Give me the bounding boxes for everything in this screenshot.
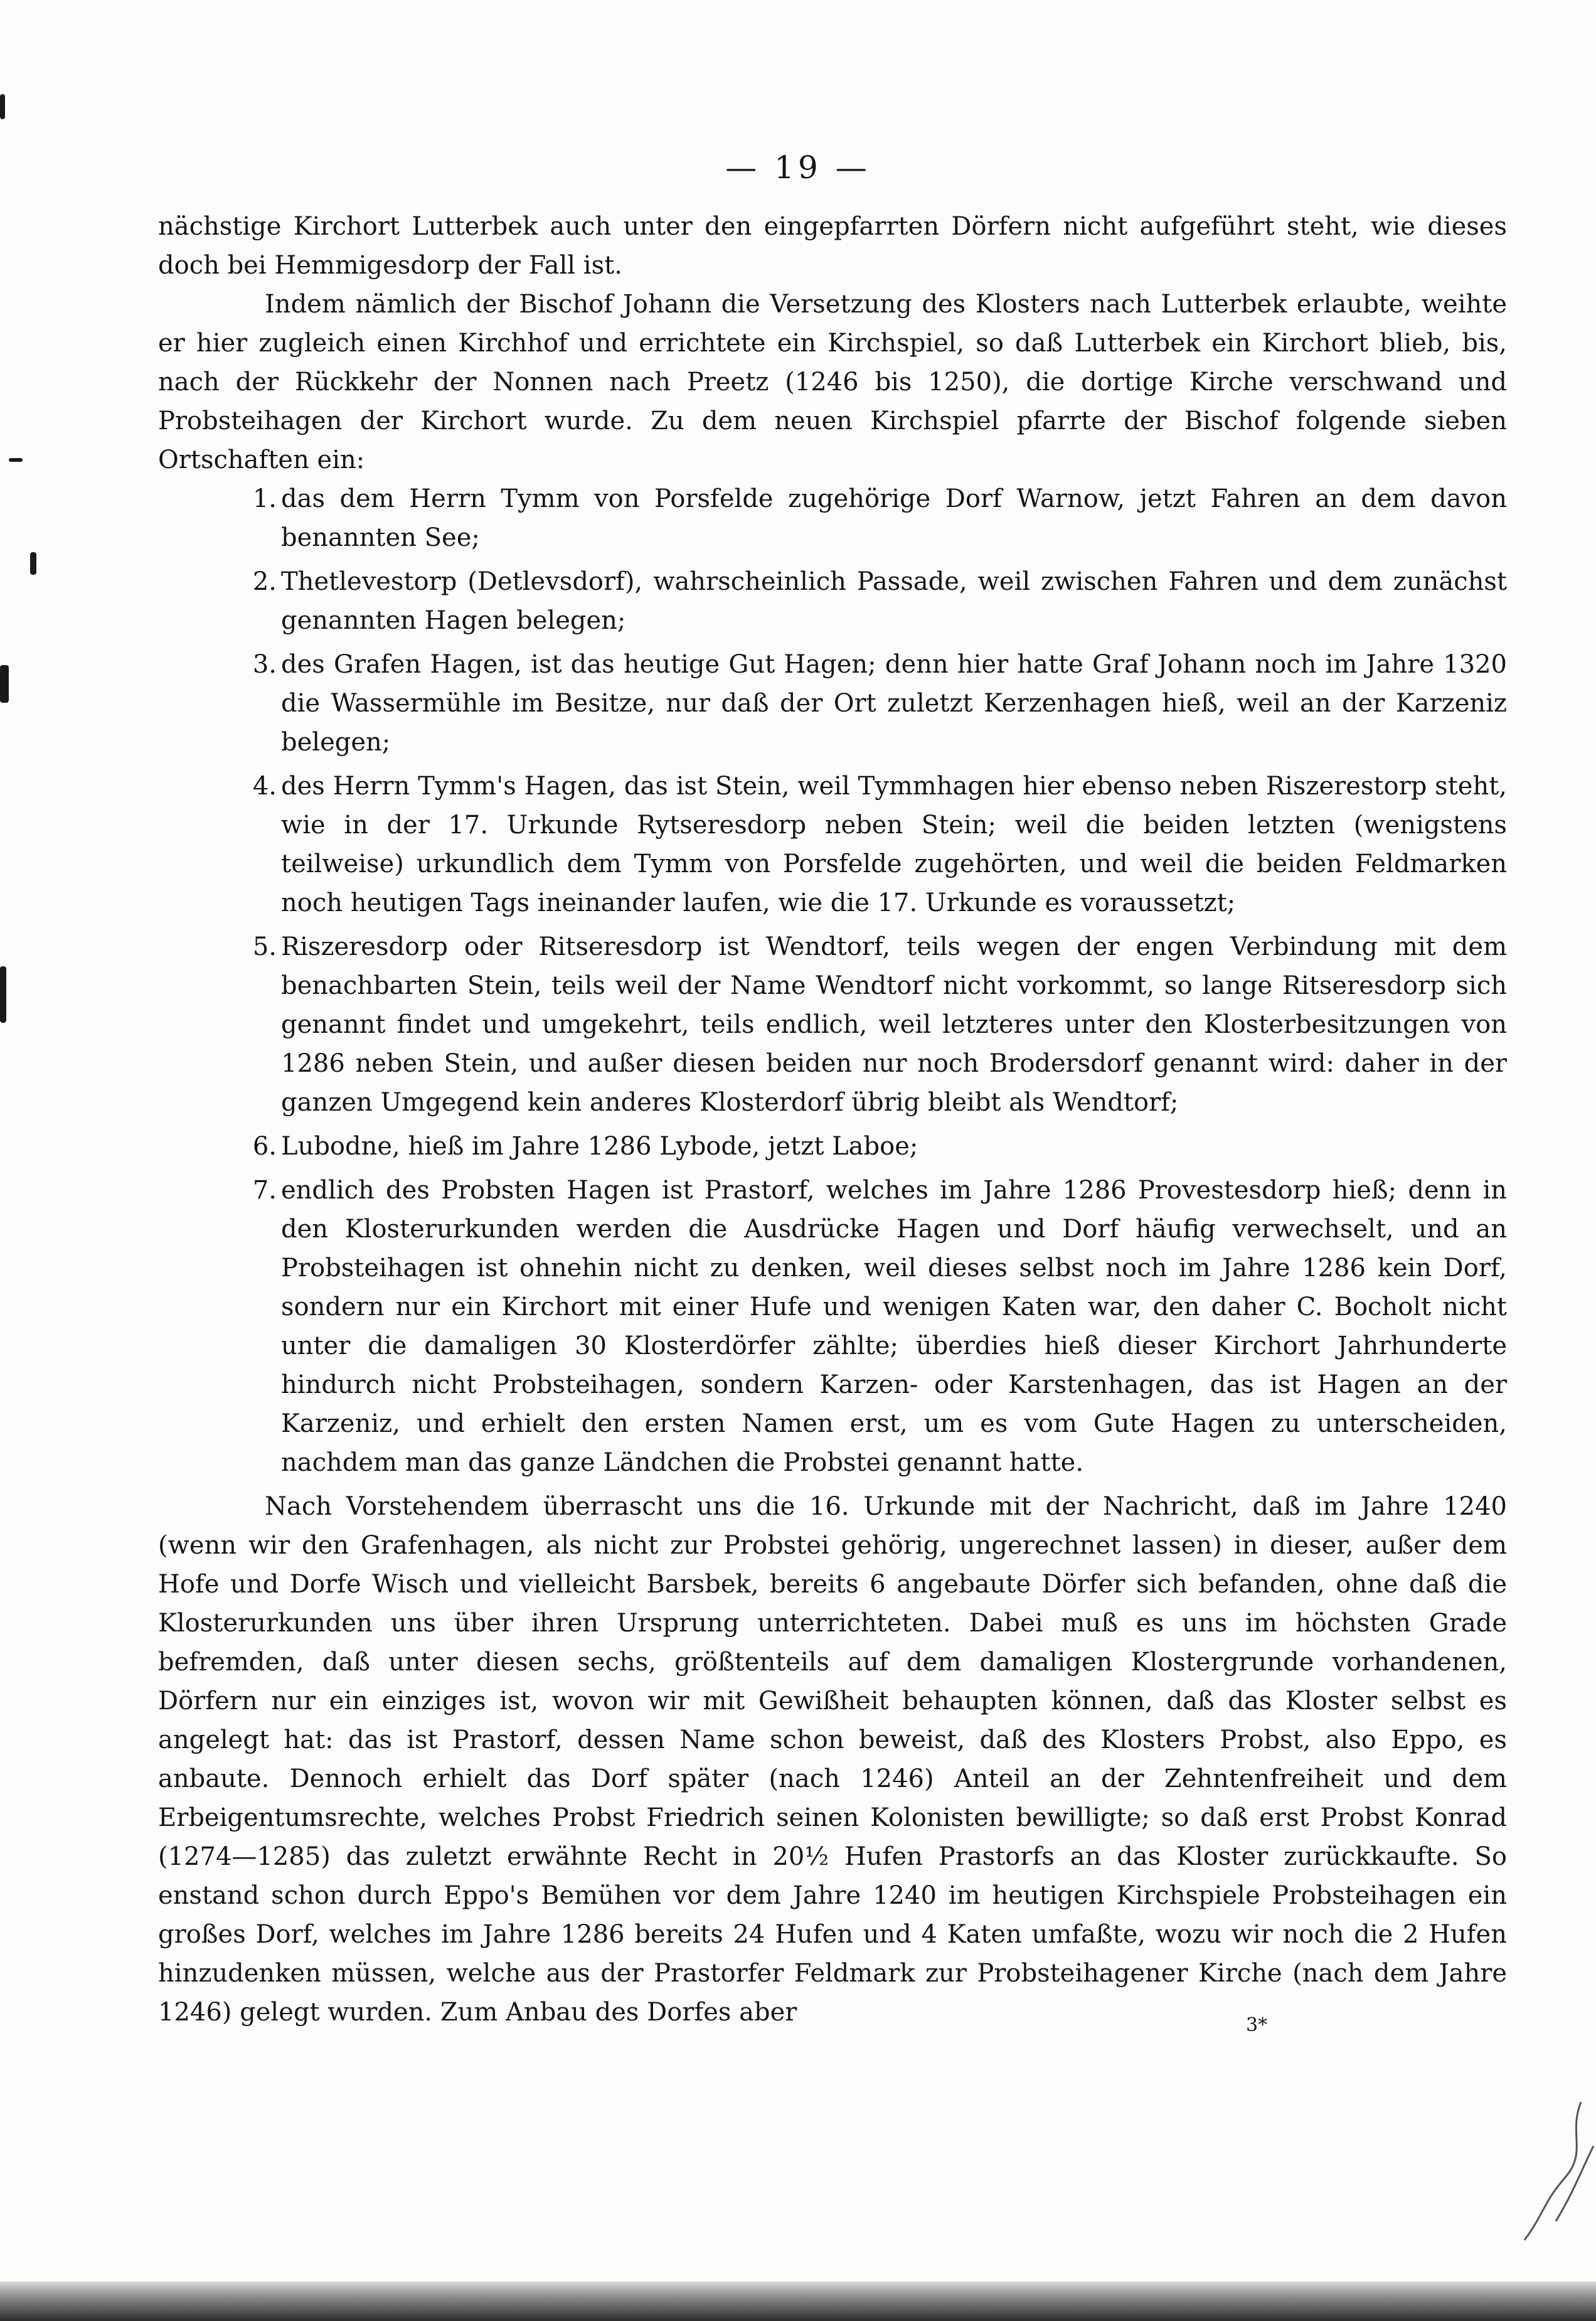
paragraph-urkunde: Nach Vorstehendem überrascht uns die 16. Urkunde mit der Nachricht, daß im Jahre 1240 (wenn wir den Grafenhagen, als nicht zur Probstei gehörig, ungerechnet lassen) in dieser, außer dem Hofe und Dorfe Wisch und vielleicht Barsbek, bereits 6 angebaute Dörfer sich befanden, ohne daß die Klosterurkunden uns über ihren Ursprung unterrichteten. Dabei muß es uns im höchsten Grade befremden, daß unter diesen sechs, größtenteils auf dem damaligen Klostergrunde vorhandenen, Dörfern nur ein einziges ist, wovon wir mit Gewißheit behaupten können, daß das Kloster selbst es angelegt hat: das ist Prastorf, dessen Name schon beweist, daß des Klosters Probst, also Eppo, es anbaute. Dennoch erhielt das Dorf später (nach 1246) Anteil an der Zehntenfreiheit und dem Erbeigentumsrechte, welches Probst Friedrich seinen Kolonisten bewilligte; so daß erst Probst Konrad (1274—1285) das zuletzt erwähnte Recht in 20½ Hufen Prastorfs an das Kloster zurückkaufte. So enstand schon durch Eppo's Bemühen vor dem Jahre 1240 im heutigen Kirchspiele Probsteihagen ein großes Dorf, welches im Jahre 1286 bereits 24 Hufen und 4 Katen umfaßte, wozu wir noch die 2 Hufen hinzudenken müssen, welche aus der Prastorfer Feldmark zur Probsteihagener Kirche (nach dem Jahre 1246) gelegt wurden. Zum Anbau des Dorfes aber [158,1492,1507,2027]
list-item-number: 6. [252,1132,277,1161]
list-item-number: 7. [252,1176,277,1205]
corner-scribble [1506,2096,1596,2271]
list-item-number: 2. [252,567,277,596]
list-item [158,927,1507,1122]
list-item-number: 4. [252,772,277,801]
printer-signature: 3* [1246,2014,1268,2036]
list-item-number: 3. [252,650,277,679]
margin-mark [0,94,5,119]
paragraph-kirchspiel: Indem nämlich der Bischof Johann die Versetzung des Klosters nach Lutterbek erlaubte, weihte er hier zugleich einen Kirchhof und errichtete ein Kirchspiel, so daß Lutterbek ein Kirchort blieb, bis, nach der Rückkehr der Nonnen nach Preetz (1246 bis 1250), die dortige Kirche verschwand und Probsteihagen der Kirchort wurde. Zu dem neuen Kirchspiel pfarrte der Bischof folgende sieben Ortschaften ein: [158,290,1507,474]
margin-mark [0,966,6,1023]
body-text [158,207,1507,2032]
list-item [158,1127,1507,1166]
page-number: — 19 — [725,149,871,186]
scan-bottom-edge [0,2281,1596,2321]
list-item-text: das dem Herrn Tymm von Porsfelde zugehörige Dorf Warnow, jetzt Fahren an dem davon benannten See; [281,484,1507,552]
list-item-number: 5. [252,932,277,961]
margin-mark [30,552,36,575]
list-item-text: endlich des Probsten Hagen ist Prastorf, welches im Jahre 1286 Provestesdorp hieß; denn in den Klosterurkunden werden die Ausdrücke Hagen und Dorf häufig verwechselt, und an Probsteihagen ist ohnehin nicht zu denken, weil dieses selbst noch im Jahre 1286 kein Dorf, sondern nur ein Kirchort mit einer Hufe und wenigen Katen war, den daher C. Bocholt nicht unter die damaligen 30 Klosterdörfer zählte; überdies hieß dieser Kirchort Jahrhunderte hindurch nicht Probsteihagen, sondern Karzen- oder Karstenhagen, das ist Hagen an der Karzeniz, und erhielt den ersten Namen erst, um es vom Gute Hagen zu unterscheiden, nachdem man das ganze Ländchen die Probstei genannt hatte. [281,1176,1507,1477]
list-item-text: des Herrn Tymm's Hagen, das ist Stein, weil Tymmhagen hier ebenso neben Riszerestorp steht, wie in der 17. Urkunde Rytseresdorp neben Stein; weil die beiden letzten (wenigstens teilweise) urkundlich dem Tymm von Porsfelde zugehörten, und weil die beiden Feldmarken noch heutigen Tags ineinander laufen, wie die 17. Urkunde es voraussetzt; [281,772,1507,917]
list-item [158,1171,1507,1482]
list-item-number: 1. [252,484,277,513]
list-item-text: Thetlevestorp (Detlevsdorf), wahrscheinlich Passade, weil zwischen Fahren und dem zunächst genannten Hagen belegen; [281,567,1507,635]
paragraph-continuation: nächstige Kirchort Lutterbek auch unter den eingepfarrten Dörfern nicht aufgeführt steht, wie dieses doch bei Hemmigesdorp der Fall ist. [158,212,1507,280]
list-item [158,562,1507,640]
list-item-text: des Grafen Hagen, ist das heutige Gut Hagen; denn hier hatte Graf Johann noch im Jahre 1320 die Wassermühle im Besitze, nur daß der Ort zuletzt Kerzenhagen hieß, weil an der Karzeniz belegen; [281,650,1507,757]
list-item-text: Lubodne, hieß im Jahre 1286 Lybode, jetzt Laboe; [281,1132,918,1161]
list-item-text: Riszeresdorp oder Ritseresdorp ist Wendtorf, teils wegen der engen Verbindung mit dem benachbarten Stein, teils weil der Name Wendtorf nicht vorkommt, so lange Ritseresdorp sich genannt findet und umgekehrt, teils endlich, weil letzteres unter den Klosterbesitzungen von 1286 neben Stein, und außer diesen beiden nur noch Brodersdorf genannt wird: daher in der ganzen Umgegend kein anderes Klosterdorf übrig bleibt als Wendtorf; [281,932,1507,1117]
list-item [158,767,1507,922]
margin-mark [9,458,23,462]
margin-mark [0,665,9,703]
list-item [158,479,1507,557]
list-item [158,645,1507,762]
ortschaften-list [158,479,1507,1482]
